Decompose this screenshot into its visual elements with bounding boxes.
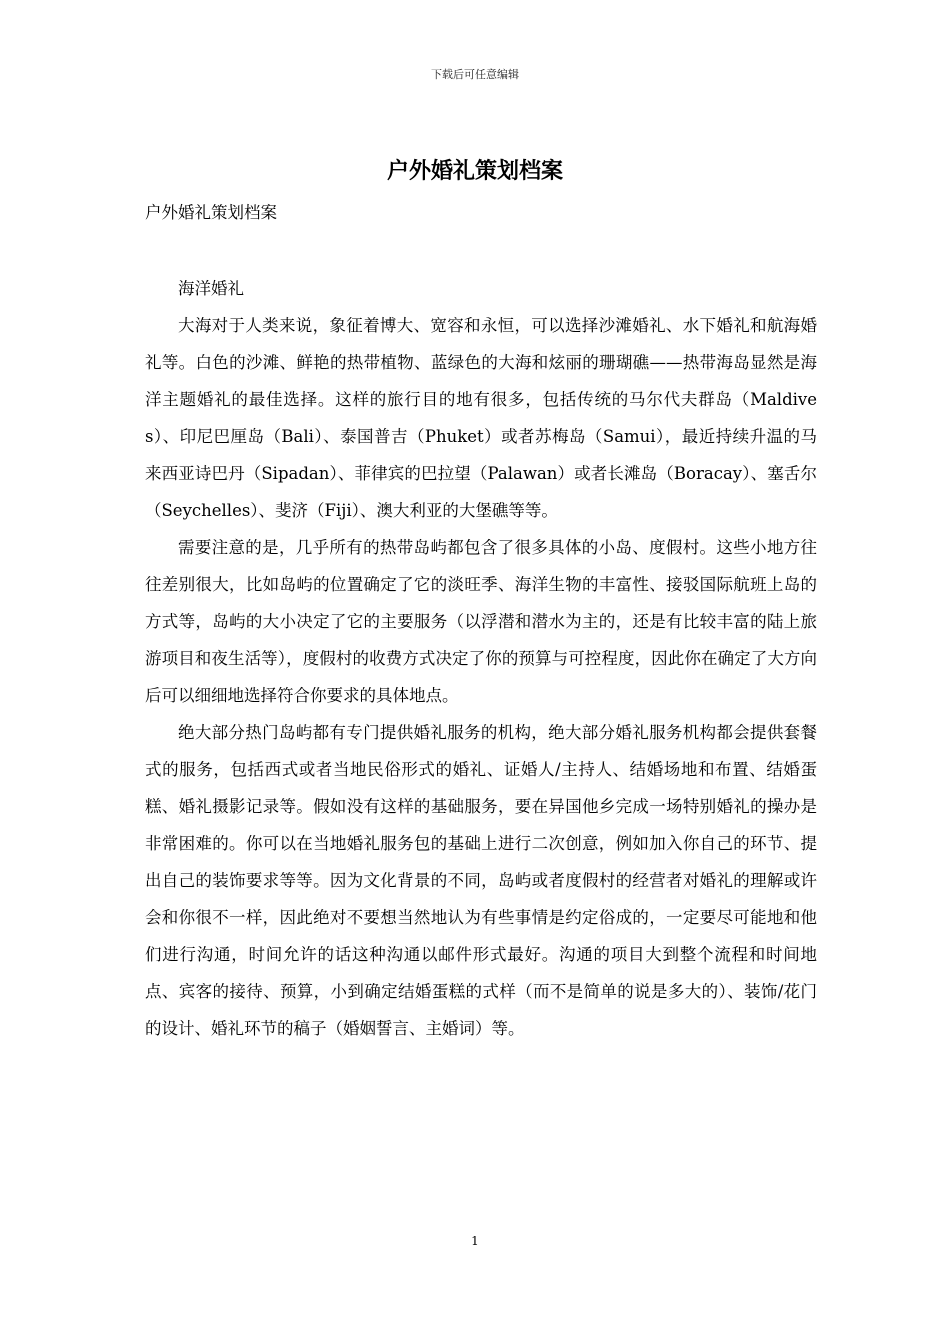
- section-heading: 海洋婚礼: [178, 279, 244, 298]
- document-title: 户外婚礼策划档案: [386, 158, 563, 184]
- body-paragraph: 绝大部分热门岛屿都有专门提供婚礼服务的机构，绝大部分婚礼服务机构都会提供套餐式的服务，包括西式或者当地民俗形式的婚礼、证婚人/主持人、结婚场地和布置、结婚蛋糕、婚礼摄影记录等。假如没有这样的基础服务，要在异国他乡完成一场特别婚礼的操办是非常困难的。你可以在当地婚礼服务包的基础上进行二次创意，例如加入你自己的环节、提出自己的装饰要求等等。因为文化背景的不同，岛屿或者度假村的经营者对婚礼的理解或许会和你很不一样，因此绝对不要想当然地认为有些事情是约定俗成的，一定要尽可能地和他们进行沟通，时间允许的话这种沟通以邮件形式最好。沟通的项目大到整个流程和时间地点、宾客的接待、预算，小到确定结婚蛋糕的式样（而不是简单的说是多大的）、装饰/花门的设计、婚礼环节的稿子（婚姻誓言、主婚词）等。: [145, 723, 817, 1038]
- body-paragraph: 需要注意的是，几乎所有的热带岛屿都包含了很多具体的小岛、度假村。这些小地方往往差别很大，比如岛屿的位置确定了它的淡旺季、海洋生物的丰富性、接驳国际航班上岛的方式等，岛屿的大小决定了它的主要服务（以浮潜和潜水为主的，还是有比较丰富的陆上旅游项目和夜生活等），度假村的收费方式决定了你的预算与可控程度，因此你在确定了大方向后可以细细地选择符合你要求的具体地点。: [145, 538, 817, 705]
- document-body: [145, 270, 817, 1047]
- page-header-note: 下载后可任意编辑: [431, 68, 519, 81]
- page-number: 1: [471, 1234, 479, 1248]
- document-subtitle: 户外婚礼策划档案: [145, 203, 277, 222]
- body-paragraph: 大海对于人类来说，象征着博大、宽容和永恒，可以选择沙滩婚礼、水下婚礼和航海婚礼等。白色的沙滩、鲜艳的热带植物、蓝绿色的大海和炫丽的珊瑚礁——热带海岛显然是海洋主题婚礼的最佳选择。这样的旅行目的地有很多，包括传统的马尔代夫群岛（Maldives）、印尼巴厘岛（Bali）、泰国普吉（Phuket）或者苏梅岛（Samui），最近持续升温的马来西亚诗巴丹（Sipadan）、菲律宾的巴拉望（Palawan）或者长滩岛（Boracay）、塞舌尔（Seychelles）、斐济（Fiji）、澳大利亚的大堡礁等等。: [145, 316, 817, 520]
